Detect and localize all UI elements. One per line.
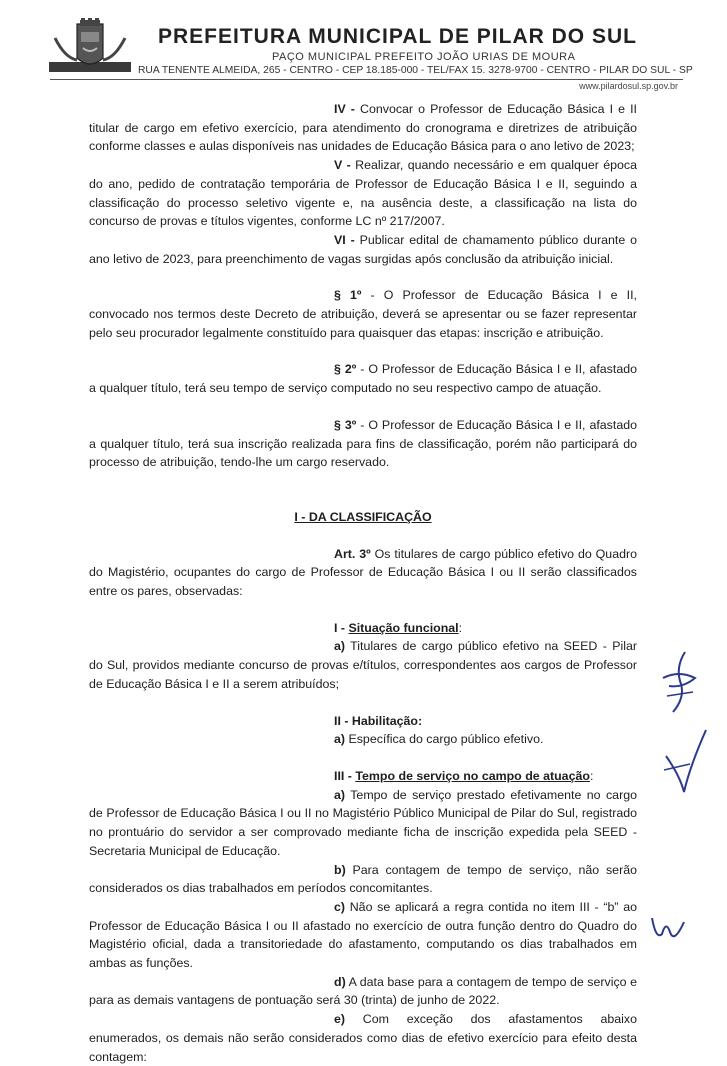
article-3: Art. 3º Os titulares de cargo público efetivo do Quadro do Magistério, ocupantes do cargo de Professor de Educação Básica I ou II serão classificados entre os pares, observadas: — [89, 546, 637, 599]
section-title: I - DA CLASSIFICAÇÃO — [294, 509, 432, 524]
paragraph-3: § 3º - O Professor de Educação Básica I e II, afastado a qualquer título, terá sua inscrição realizada para fins de classificação, porém não participará do processo de atribuição, tendo-lhe um cargo reservado. — [89, 417, 637, 470]
header-address: RUA TENENTE ALMEIDA, 265 - CENTRO - CEP 18.185-000 - TEL/FAX 15. 3278-9700 - CENTRO - PILAR DO SUL - SP — [138, 65, 693, 76]
header-divider — [50, 79, 683, 80]
subsection-ii-a: a) Específica do cargo público efetivo. — [334, 732, 544, 747]
subsection-iii-d: d) A data base para a contagem de tempo de serviço e para as demais vantagens de pontuação será 30 (trinta) de junho de 2022. — [89, 974, 637, 1008]
header-website: www.pilardosul.sp.gov.br — [579, 81, 678, 91]
subsection-iii-e: e) Com exceção dos afastamentos abaixo enumerados, os demais não serão considerados como dias de efetivo exercício para efeito desta contagem: — [89, 1012, 637, 1064]
document-body — [89, 100, 637, 1066]
letterhead — [0, 0, 727, 100]
coat-of-arms-icon — [47, 18, 133, 80]
item-v: V - Realizar, quando necessário e em qualquer época do ano, pedido de contratação temporária de Professor de Educação Básica I e II, seguindo a classificação do processo seletivo vigente e, na ausência deste, a classificação na lista do concurso de provas e títulos vigentes, conforme LC nº 217/2007. — [89, 158, 637, 229]
header-subtitle: PAÇO MUNICIPAL PREFEITO JOÃO URIAS DE MOURA — [272, 51, 576, 63]
paragraph-2: § 2º - O Professor de Educação Básica I e II, afastado a qualquer título, terá seu tempo de serviço computado no seu respectivo campo de atuação. — [89, 362, 637, 396]
item-vi: VI - Publicar edital de chamamento público durante o ano letivo de 2023, para preenchimento de vagas surgidas após conclusão da atribuição inicial. — [89, 232, 637, 266]
paragraph-1: § 1º - O Professor de Educação Básica I e II, convocado nos termos deste Decreto de atribuição, deverá se apresentar ou se fazer representar pelo seu procurador legalmente constituído para quaisquer das etapas: inscrição e atribuição. — [89, 288, 637, 340]
header-title: PREFEITURA MUNICIPAL DE PILAR DO SUL — [158, 25, 637, 48]
subsection-i-heading: I - Situação funcional: — [334, 620, 463, 635]
subsection-iii-b: b) Para contagem de tempo de serviço, não serão considerados os dias trabalhados em períodos concomitantes. — [89, 862, 637, 896]
handwritten-mark — [648, 912, 690, 946]
subsection-iii-heading: III - Tempo de serviço no campo de atuação: — [334, 768, 594, 783]
handwritten-initials-2 — [660, 726, 710, 796]
subsection-iii-a: a) Tempo de serviço prestado efetivamente no cargo de Professor de Educação Básica I ou II no Magistério Público Municipal de Pilar do Sul, registrado no prontuário do servidor a ser comprovado mediante ficha de inscrição expedida pela SEED - Secretaria Municipal de Educação. — [89, 787, 637, 858]
item-iv: IV - Convocar o Professor de Educação Básica I e II titular de cargo em efetivo exercício, para atendimento do cronograma e diretrizes de atribuição conforme classes e aulas disponíveis nas unidades de Educação Básica para o ano letivo de 2023; — [89, 102, 638, 154]
subsection-ii-heading: II - Habilitação: — [334, 713, 423, 728]
subsection-iii-c: c) Não se aplicará a regra contida no item III - “b” ao Professor de Educação Básica I ou II afastado no exercício de outra função dentro do Quadro do Magistério oficial, dada a transitoriedade do afastamento, computando os dias trabalhados em ambas as funções. — [89, 899, 637, 971]
subsection-i-a: a) Titulares de cargo público efetivo na SEED - Pilar do Sul, providos mediante concurso de provas e/títulos, correspondentes aos cargos de Professor de Educação Básica I e II a serem atribuídos; — [89, 639, 637, 691]
handwritten-initials-1 — [655, 648, 705, 718]
